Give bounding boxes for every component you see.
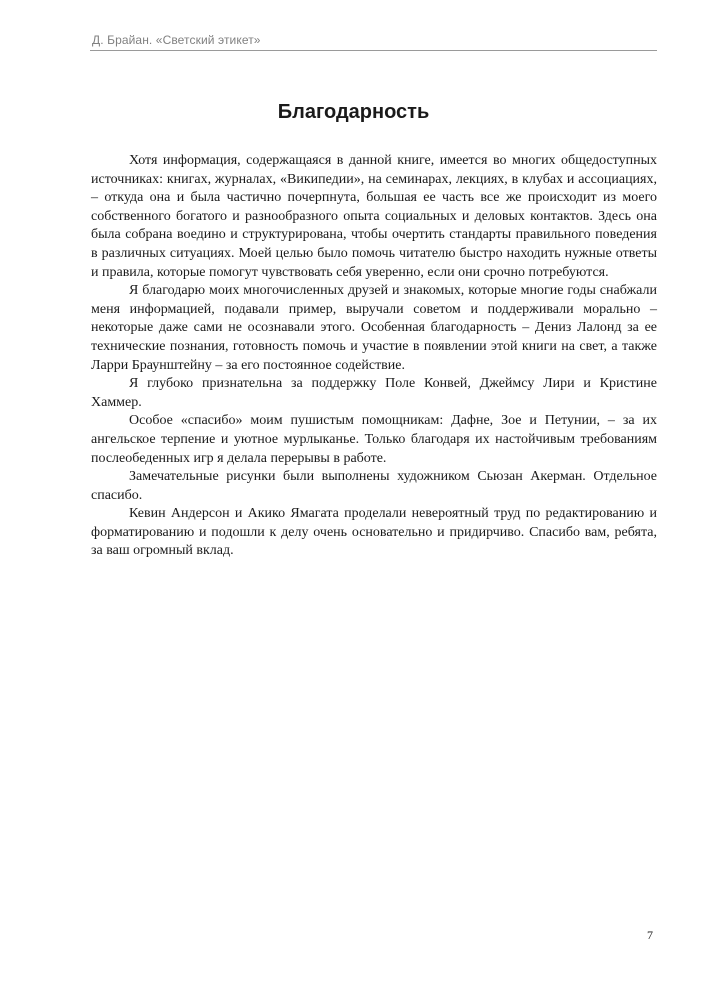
paragraph-1: Хотя информация, содержащаяся в данной книге, имеется во многих общедоступных источниках: книгах, журналах, «Википедии», на семинарах, лекциях, в клубах и ассоциациях, – откуда она и была частично почерпнута, большая ее часть все же происходит из моего собственного богатого и разнообразного опыта социальных и деловых контактов. Здесь она была собрана воедино и структурирована, чтобы очертить стандарты правильного поведения в различных ситуациях. Моей целью было помочь читателю быстро находить нужные ответы и правила, которые помогут чувствовать себя уверенно, если они срочно потребуются. — [91, 153, 657, 280]
paragraph-2: Я благодарю моих многочисленных друзей и знакомых, которые многие годы снабжали меня информацией, подавали пример, выручали советом и поддерживали морально – некоторые даже сами не осознавали этого. Особенная благодарность – Дениз Лалонд за ее технические познания, готовность помочь и участие в появлении этой книги на свет, а также Ларри Браунштейну – за его постоянное содействие. — [91, 283, 657, 373]
header-divider — [90, 50, 657, 51]
paragraph-5: Замечательные рисунки были выполнены художником Сьюзан Акерман. Отдельное спасибо. — [91, 469, 657, 503]
running-header: Д. Брайан. «Светский этикет» — [92, 33, 261, 47]
paragraph-3: Я глубоко признательна за поддержку Поле Конвей, Джеймсу Лири и Кристине Хаммер. — [91, 376, 657, 410]
page-number: 7 — [647, 928, 653, 942]
body-text — [91, 152, 657, 561]
paragraph-4: Особое «спасибо» моим пушистым помощникам: Дафне, Зое и Петунии, – за их ангельское терпение и уютное мурлыканье. Только благодаря их настойчивым требованиям послеобеденных игр я делала перерывы в работе. — [91, 413, 657, 466]
page-title: Благодарность — [277, 101, 430, 123]
paragraph-6: Кевин Андерсон и Акико Ямагата проделали невероятный труд по редактированию и форматированию и подошли к делу очень основательно и придирчиво. Спасибо вам, ребята, за ваш огромный вклад. — [91, 506, 657, 559]
